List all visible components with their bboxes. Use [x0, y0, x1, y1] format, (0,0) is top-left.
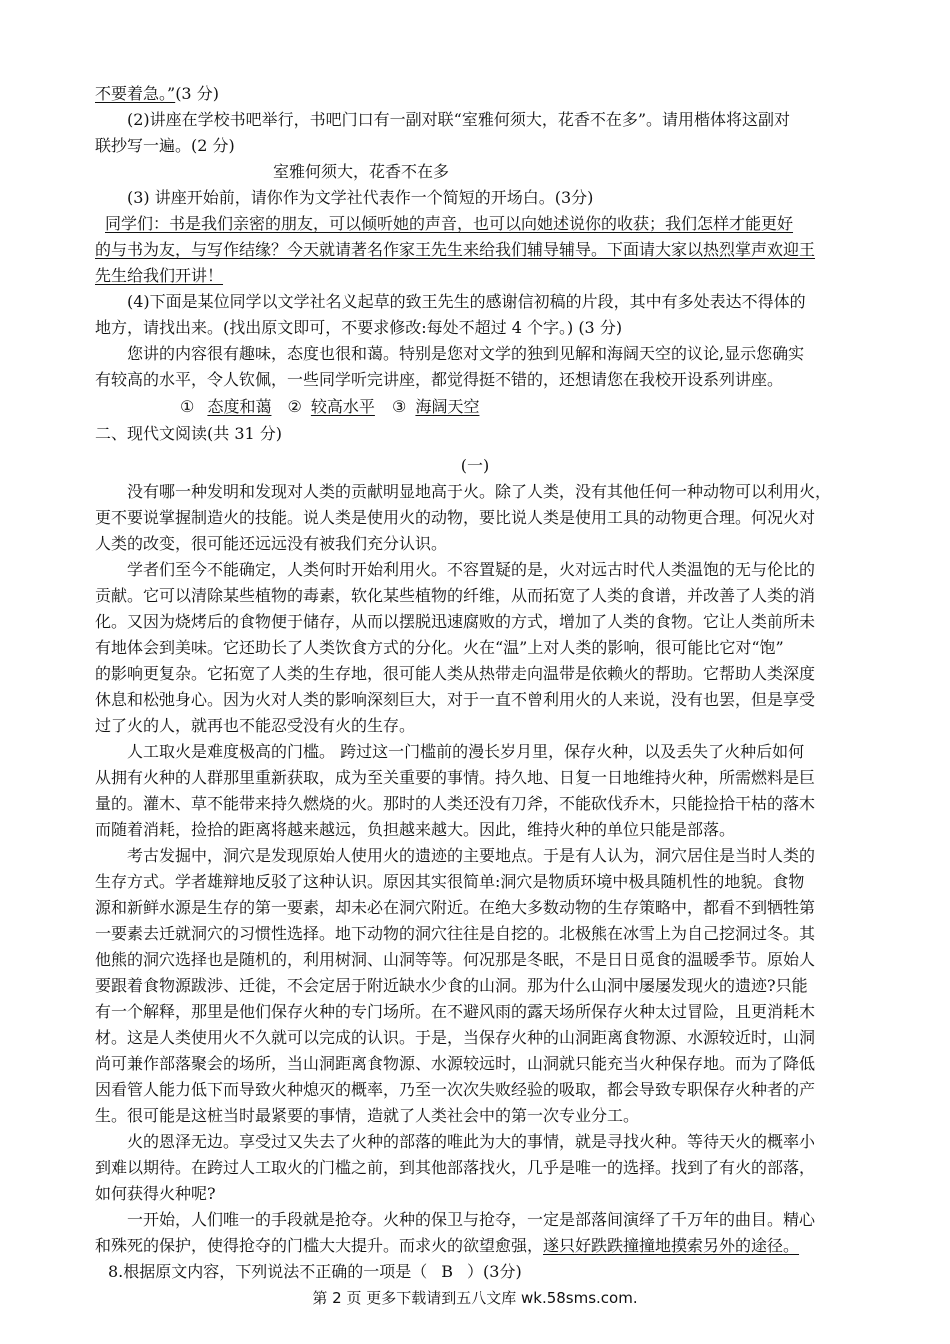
article-line: 要跟着食物源跋涉、迁徙，不会定居于附近缺水少食的山洞。那为什么山洞中屡屡发现火的遗迹?只能: [95, 976, 808, 995]
article-line: 生。很可能是这桩当时最紧要的事情，造就了人类社会中的第一次专业分工。: [95, 1106, 640, 1125]
couplet-answer: 室雅何须大，花香不在多: [273, 162, 450, 181]
article-line: 没有哪一种发明和发现对人类的贡献明显地高于火。除了人类，没有其他任何一种动物可以利用火，: [127, 482, 832, 501]
article-line: 一要素去迁就洞穴的习惯性选择。地下动物的洞穴往往是自挖的。北极熊在冰雪上为自己挖洞过冬。其: [95, 924, 816, 943]
article-line: 源和新鲜水源是生存的第一要素，却未必在洞穴附近。在绝大多数动物的生存策略中，都看不到牺牲第: [95, 898, 816, 917]
article-line: 有一个解释，那里是他们保存火种的专门场所。在不避风雨的露天场所保存火种太过冒险，且更消耗木: [95, 1002, 816, 1021]
question-3: (3) 讲座开始前，请你作为文学社代表作一个简短的开场白。(3分): [127, 188, 594, 207]
article-line: 贡献。它可以清除某些植物的毒素，软化某些植物的纤维，从而拓宽了人类的食谱，并改善了人类的消: [95, 586, 816, 605]
article-line: 学者们至今不能确定，人类何时开始利用火。不容置疑的是，火对远古时代人类温饱的无与伦比的: [127, 560, 816, 579]
article-line: 一开始，人们唯一的手段就是抢夺。火种的保卫与抢夺，一定是部落间演绎了千万年的曲目。精心: [127, 1210, 816, 1229]
question-4-line-2: 地方，请找出来。(找出原文即可，不要求修改:每处不超过 4 个字。) (3 分): [95, 318, 623, 337]
article-line: 有地体会到美味。它还助长了人类饮食方式的分化。火在“温”上对人类的影响，很可能比它对“饱”: [95, 638, 784, 657]
article-line: 过了火的人，就再也不能忍受没有火的生存。: [95, 716, 416, 735]
article-line: 休息和松弛身心。因为火对人类的影响深刻巨大，对于一直不曾利用火的人来说，没有也罢，但是享受: [95, 690, 816, 709]
article-line: 生存方式。学者雄辩地反驳了这种认识。原因其实很简单:洞穴是物质环境中极具随机性的地貌。食物: [95, 872, 805, 891]
article-line: 而随着消耗，捡拾的距离将越来越远，负担越来越大。因此，维持火种的单位只能是部落。: [95, 820, 736, 839]
question-4-line-1: (4)下面是某位同学以文学社名义起草的致王先生的感谢信初稿的片段，其中有多处表达不得体的: [127, 292, 806, 311]
question-3-answer-line-2: 的与书为友，与写作结缘？今天就请著名作家王先生来给我们辅导辅导。下面请大家以热烈掌声欢迎王: [95, 240, 816, 259]
article-line-last: [95, 1236, 799, 1256]
answer-number-1: ①: [180, 397, 195, 416]
question-2-line-2: 联抄写一遍。(2 分): [95, 136, 235, 155]
article-line: 火的恩泽无边。享受过又失去了火种的部落的唯此为大的事情，就是寻找火种。等待天火的概率小: [127, 1132, 816, 1151]
article-line: 到难以期待。在跨过人工取火的门槛之前，到其他部落找火，几乎是唯一的选择。找到了有火的部落，: [95, 1158, 816, 1177]
question-4-passage-line-2: 有较高的水平，令人钦佩，一些同学听完讲座，都觉得挺不错的，还想请您在我校开设系列讲座。: [95, 370, 784, 389]
question-3-answer-line-3: 先生给我们开讲！: [95, 266, 224, 285]
intro-line: [95, 84, 219, 104]
question-8-answer: B: [441, 1262, 454, 1281]
question-4-answers: [180, 397, 497, 417]
article-line: 尚可兼作部落聚会的场所，当山洞距离食物源、水源较远时，山洞就只能充当火种保存地。而为了降低: [95, 1054, 816, 1073]
article-line-text: 和殊死的保护，使得抢夺的门槛大大提升。而求火的欲望愈强，: [95, 1236, 544, 1255]
article-line: 人类的改变，很可能还远远没有被我们充分认识。: [95, 534, 448, 553]
question-8-text: 8.根据原文内容，下列说法不正确的一项是（: [108, 1262, 428, 1281]
answer-2: 较高水平: [310, 397, 375, 416]
score: (3 分): [175, 84, 219, 103]
answer-number-2: ②: [287, 397, 302, 416]
question-8: [108, 1262, 522, 1282]
article-line: 因看管人能力低下而导致火种熄灭的概率，乃至一次次失败经验的吸取，都会导致专职保存火种者的产: [95, 1080, 816, 1099]
question-2-line-1: (2)讲座在学校书吧举行，书吧门口有一副对联“室雅何须大，花香不在多”。请用楷体将这副对: [127, 110, 791, 129]
question-8-score: ）(3分): [467, 1262, 522, 1281]
article-line: 化。又因为烧烤后的食物便于储存，从而以摆脱迅速腐败的方式，增加了人类的食物。它让人类前所未: [95, 612, 816, 631]
article-line: 的影响更复杂。它拓宽了人类的生存地，很可能人类从热带走向温带是依赖火的帮助。它帮助人类深度: [95, 664, 816, 683]
section-subheading: (一): [460, 456, 490, 475]
article-line: 人工取火是难度极高的门槛。 跨过这一门槛前的漫长岁月里，保存火种，以及丢失了火种后如何: [127, 742, 805, 761]
article-line: 他熊的洞穴选择也是随机的，利用树洞、山洞等等。何况那是冬眠，不是日日觅食的温暖季节。原始人: [95, 950, 816, 969]
underlined-quote-end: 不要着急。”: [95, 84, 176, 103]
article-line: 如何获得火种呢?: [95, 1184, 216, 1203]
article-line: 从拥有火种的人群那里重新获取，成为至关重要的事情。持久地、日复一日地维持火种，所需燃料是巨: [95, 768, 816, 787]
section-heading: 二、现代文阅读(共 31 分): [95, 424, 283, 443]
question-4-passage-line-1: 您讲的内容很有趣味，态度也很和蔼。特别是您对文学的独到见解和海阔天空的议论,显示您确实: [127, 344, 805, 363]
article-line: 更不要说掌握制造火的技能。说人类是使用火的动物，要比说人类是使用工具的动物更合理。何况火对: [95, 508, 816, 527]
article-line: 考古发掘中，洞穴是发现原始人使用火的遗迹的主要地点。于是有人认为，洞穴居住是当时人类的: [127, 846, 816, 865]
page-footer: 第 2 页 更多下载请到五八文库 wk.58sms.com.: [312, 1289, 638, 1307]
answer-1: 态度和蔼: [207, 397, 272, 416]
question-3-answer-line-1: 同学们：书是我们亲密的朋友，可以倾听她的声音，也可以向她述说你的收获；我们怎样才能更好: [105, 214, 794, 233]
article-line: 量的。灌木、草不能带来持久燃烧的火。那时的人类还没有刀斧，不能砍伐乔木，只能捡拾干枯的落木: [95, 794, 816, 813]
underlined-phrase: 遂只好跌跌撞撞地摸索另外的途径。: [543, 1236, 800, 1255]
article-line: 材。这是人类使用火不久就可以完成的认识。于是，当保存火种的山洞距离食物源、水源较近时，山洞: [95, 1028, 816, 1047]
answer-3: 海阔天空: [415, 397, 480, 416]
answer-number-3: ③: [392, 397, 407, 416]
